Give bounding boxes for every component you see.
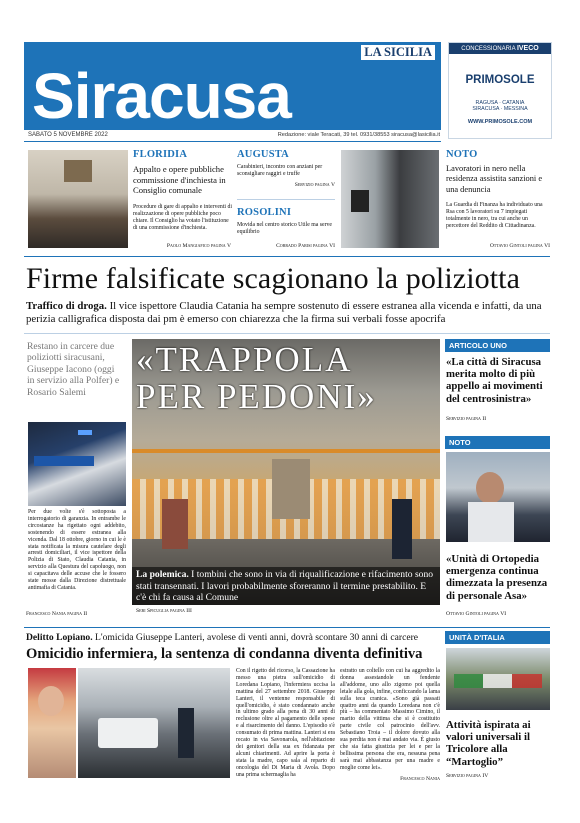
edition-label: LA SICILIA: [361, 45, 435, 60]
bottom-signature: Francesco Nania: [400, 776, 440, 782]
ad-site: WWW.PRIMOSOLE.COM: [467, 119, 533, 125]
council-photo: [28, 150, 128, 248]
workers-photo: [341, 150, 439, 248]
feature-caption-text: I tombini che sono in via di riqualificazione e rifacimento sono stati transennati. I lavori probabilmente sforeranno il termine prestabilito. E c'è chi fa causa al Comune: [136, 569, 434, 604]
brief-rosolini[interactable]: [237, 207, 335, 236]
feature-title-line2: PER PEDONI»: [136, 377, 377, 416]
lead-summary: [26, 300, 552, 326]
iveco-ad[interactable]: [448, 42, 552, 139]
lead-sidehead: Restano in carcere due poliziotti siracusani, Giuseppe Iacono (oggi in servizio alla Polfer) e Rosario Salemi: [27, 341, 120, 398]
sidebar-headline[interactable]: Attività ispirata ai valori universali il Tricolore alla “Martoglio”: [446, 719, 531, 768]
feature-signature: Sebi Spicuglia pagina III: [136, 608, 192, 614]
bottom-summary: [26, 632, 442, 644]
brief-signature: Paolo Mangiafico pagina V: [166, 243, 231, 249]
crime-scene-photo: [78, 668, 230, 778]
brief-kicker: FLORIDIA: [133, 149, 188, 160]
sidebar-section-noto: NOTO: [445, 436, 550, 449]
brief-body: La Guardia di Finanza ha individuato una Rsa con 5 lavoratori su 7 impiegati totalmente in nero, tra cui anche un percettore del Reddito di Cittadinanza.: [446, 202, 543, 229]
brief-headline: Lavoratori in nero nella residenza assistita sanzioni e una denuncia: [446, 164, 543, 194]
lead-headline[interactable]: Firme falsificate scagionano la poliziotta: [26, 262, 521, 295]
bottom-column-1: Con il rigetto del ricorso, la Cassazione ha messo una pietra sull'omicidio di Loredana Lopiano, l'infermiera uccisa la mattina del 27 settembre 2018. Giuseppe Lanteri, il ventenne responsabile di quell'omicidio, è stato condannato anche in ultimo grado alla pena di 30 anni di reclusione oltre al pagamento delle spese e al risarcimento del danno. L'episodio s'è consumato di prima mattina. Lanteri si era recato in via Savonarola, nell'abitazione dei genitori della sua ex fidanzata per alcuni chiarimenti. Ad aprire la porta è stata la madre, capo sala al reparto di oncologia del Di Maria di Avola. Dopo una prima schermaglia ha: [236, 668, 335, 778]
lead-kicker: Traffico di droga.: [26, 300, 107, 312]
lead-signature: Francesco Nania pagina II: [26, 611, 88, 617]
victim-photo: [28, 668, 76, 778]
school-photo: [446, 648, 550, 710]
ad-concessionaria: CONCESSIONARIA: [461, 46, 516, 52]
brief-signature: Servizio pagina V: [294, 181, 335, 188]
brief-headline: Carabinieri, incontro con anziani per sconsigliare raggiri e truffe: [237, 164, 323, 177]
brief-kicker: NOTO: [446, 149, 478, 160]
lead-body: Per due volte s'è sottoposta a interrogatorio di garanzia. In entrambe le circostanze ha rigettato ogni addebito, sostenendo di essere estranea alla vicenda. Dal 18 ottobre, giorno in cui le è stata notificata la misura cautelare degli arresti domiciliari, il vice ispettore della Polizia di Stato, Claudia Catania, in servizio alla Questura del capoluogo, non si capacitava delle accuse che le fossero state mosse dalla Direzione distrettuale antimafia di Catania.: [28, 509, 126, 591]
brief-noto[interactable]: [446, 149, 550, 230]
sidebar-signature: Servizio pagina IV: [446, 773, 489, 779]
doctor-photo: [446, 452, 550, 542]
feature-caption: [136, 569, 438, 604]
bottom-column-2: estratto un coltello con cui ha aggredito la donna assestandole un fendente all'addome, uno allo zigomo poi quella letale alla gola, infine, conficcando la lama sulla teca cranica. «Sono già passati quattro anni da quando Loredana non c'è più – ha commentato Massimo Cimino, il marito della vittima che si è costituito parte civile col patrocinio dell'avv. Sebastiano Troia – il dolore dovuto alla sua perdita non è mai andato via. È giusto che sia fatta giustizia per lei e per la bellissima persona che era, nessuna pena sarà mai abbastanza per una madre e moglie come lei».: [340, 668, 440, 771]
brief-headline: Movida nel centro storico Utile ma serve equilibrio: [237, 222, 332, 235]
masthead-date: SABATO 5 NOVEMBRE 2022: [28, 132, 108, 138]
bottom-summary-text: L'omicida Giuseppe Lanteri, avolese di venti anni, dovrà scontare 30 anni di carcere: [92, 632, 419, 643]
sidebar-section-articolo-uno: ARTICOLO UNO: [445, 339, 550, 352]
ad-brand: IVECO: [516, 45, 539, 52]
brief-kicker: ROSOLINI: [237, 207, 292, 218]
feature-title-line1: «TRAPPOLA: [136, 340, 353, 379]
ad-cities1: RAGUSA · CATANIA: [475, 100, 525, 106]
police-car-photo: [28, 422, 126, 506]
lead-summary-text: Il vice ispettore Claudia Catania ha sempre sostenuto di essere estranea alla vicenda e infatti, da una perizia calligrafica disposta dai pm è emerso con chiarezza che la firma sui verbali fosse apocrifa: [26, 300, 542, 325]
masthead-redazione: Redazione: viale Teracati, 39 tel. 0931/38553 siracusa@lasicilia.it: [277, 132, 440, 138]
brief-floridia[interactable]: [133, 149, 233, 231]
masthead-band: [24, 42, 441, 130]
sidebar-headline[interactable]: «Unità di Ortopedia emergenza continua dimezzata la presenza di personale Asa»: [446, 553, 548, 602]
brief-kicker: AUGUSTA: [237, 149, 289, 160]
brief-signature: Corrado Parisi pagina VI: [276, 243, 335, 249]
brief-augusta[interactable]: [237, 149, 335, 188]
brief-headline: Appalto e opere pubbliche commissione d'inchiesta in Consiglio comunale: [133, 164, 226, 196]
sidebar-headline[interactable]: «La città di Siracusa merita molto di più appello ai movimenti del centrosinistra»: [446, 356, 543, 405]
ad-dealer: PRIMOSOLE: [465, 74, 535, 86]
bottom-kicker: Delitto Lopiano.: [26, 632, 93, 643]
brief-body: Procedure di gare di appalto e interventi di realizzazione di opere pubbliche poco chiare. Il Consiglio ha votato l'istituzione di una commissione d'inchiesta.: [133, 203, 232, 231]
sidebar-section-unita-italia: UNITÀ D'ITALIA: [445, 631, 550, 644]
feature-title[interactable]: [136, 341, 377, 415]
bottom-headline[interactable]: Omicidio infermiera, la sentenza di condanna diventa definitiva: [26, 646, 423, 662]
brief-signature: Ottavio Gintoli pagina VI: [489, 243, 550, 249]
sidebar-signature: Servizio pagina II: [446, 416, 487, 422]
masthead-title: Siracusa: [32, 60, 291, 132]
ad-cities2: SIRACUSA · MESSINA: [472, 106, 528, 112]
feature-caption-kicker: La polemica.: [136, 569, 189, 580]
sidebar-signature: Ottavio Gintoli pagina VI: [446, 611, 507, 617]
